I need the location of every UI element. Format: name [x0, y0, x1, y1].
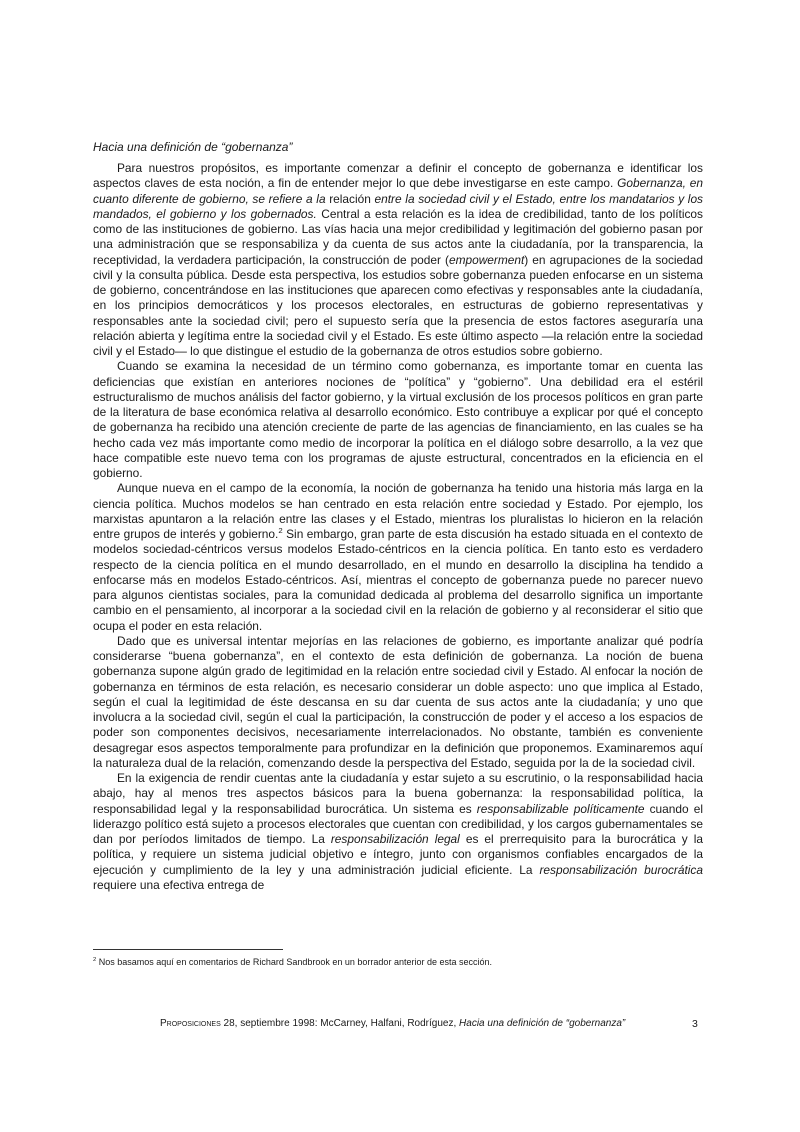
text-run: ) en agrupaciones de la sociedad civil y la consulta pública. Desde esta perspectiva, los estudios sobre gobernanza pueden enfocarse en un sistema de gobierno, concentrándose en las instituciones que aparecen como efectivas y responsables ante la ciudadanía, en los principios democráticos y los procesos electorales, en estructuras de gobierno representativas y responsables ante la sociedad civil; pero el supuesto sería que la presencia de estos factores aseguraría una relación abierta y legítima entre la sociedad civil y el Estado. Es este último aspecto —la relación entre la sociedad civil y el Estado— lo que distingue el estudio de la gobernanza de otros estudios sobre gobierno. [93, 252, 703, 358]
footnote-divider [93, 949, 283, 950]
footnote [93, 956, 703, 968]
paragraph [93, 161, 703, 359]
paragraph [93, 481, 703, 634]
text-run: Sin embargo, gran parte de esta discusión ha estado situada en el contexto de modelos sociedad-céntricos versus modelos Estado-céntricos en la ciencia política. En tanto esto es verdadero respecto de la ciencia política en el mundo desarrollado, en el mundo en desarrollo la disciplina ha tendido a enfocarse más en modelos Estado-céntricos. Así, mientras el concepto de gobernanza puede no parecer nuevo para algunos cientistas sociales, para la comunidad dedicada al problema del desarrollo significa un importante cambio en el pensamiento, al incorporar a la sociedad civil en la relación de gobierno y al reconsiderar el sitio que ocupa el poder en esta relación. [93, 527, 703, 633]
journal-name: Proposiciones [160, 1018, 221, 1029]
footnote-number: 2 [93, 957, 97, 963]
emphasis-text: responsabilización legal [330, 832, 460, 846]
text-run: Para nuestros propósitos, es importante comenzar a definir el concepto de gobernanza e identificar los aspectos claves de esta noción, a fin de entender mejor lo que debe investigarse en este campo. [93, 161, 703, 191]
text-run: Aunque nueva en el campo de la economía, la noción de gobernanza ha tenido una historia más larga en la ciencia política. Muchos modelos se han centrado en esta relación entre sociedad y Estado. Por ejemplo, los marxistas apuntaron a la relación entre las clases y el Estado, mientras los pluralistas lo hicieron en la relación entre grupos de interés y gobierno. [93, 481, 703, 541]
text-run: requiere una efectiva entrega de [93, 877, 265, 892]
article-title: Hacia una definición de “gobernanza” [459, 1018, 626, 1029]
emphasis-text: Gobernanza, en cuanto diferente de gobierno, se refiere a la [93, 176, 703, 206]
emphasis-text: responsabilizable políticamente [476, 801, 645, 816]
text-run: En la exigencia de rendir cuentas ante la ciudadanía y estar sujeto a su escrutinio, o la responsabilidad hacia abajo, hay al menos tres aspectos básicos para la buena gobernanza: la responsabilidad política, la responsabilidad legal y la responsabilidad burocrática. Un sistema es [93, 771, 703, 816]
body-text [93, 140, 703, 893]
paragraph [93, 771, 703, 893]
footnote-text: Nos basamos aquí en comentarios de Richard Sandbrook en un borrador anterior de esta sección. [96, 957, 492, 967]
citation: 28, septiembre 1998: McCarney, Halfani, Rodríguez, [220, 1018, 460, 1029]
paragraph [93, 359, 703, 481]
page-number: 3 [692, 1018, 698, 1030]
text-run: relación [329, 191, 375, 206]
footnote-reference: 2 [278, 526, 283, 536]
paragraph [93, 634, 703, 771]
emphasis-text: empowerment [448, 252, 525, 267]
emphasis-text: entre la sociedad civil y el Estado, entre los mandatarios y los mandados, el gobierno y los gobernados. [93, 191, 703, 221]
emphasis-text: responsabilización burocrática [539, 862, 703, 877]
text-run: Central a esta relación es la idea de credibilidad, tanto de los políticos como de las instituciones de gobierno. Las vías hacia una mejor credibilidad y legitimación del gobierno pasan por una administración que se responsabiliza y da cuenta de sus actos ante la ciudadanía, por la transparencia, la receptividad, la verdadera participación, la construcción de poder ( [93, 206, 703, 267]
text-run: Cuando se examina la necesidad de un término como gobernanza, es importante tomar en cuenta las deficiencias que existían en anteriores nociones de “política” y “gobierno”. Una debilidad era el estéril estructuralismo de muchos análisis del factor gobierno, y la virtual exclusión de los procesos políticos en gran parte de la literatura de base económica relativa al desarrollo económico. Esto contribuye a explicar por qué el concepto de gobernanza ha recibido una atención creciente de parte de las agencias de financiamiento, en las cuales se ha hecho cada vez más importante como medio de incorporar la política en el diálogo sobre desarrollo, a la vez que hace compatible este nuevo tema con los programas de ajuste estructural, concentrados en la eficiencia en el gobierno. [93, 359, 703, 480]
running-footer [160, 1018, 700, 1030]
text-run: cuando el liderazgo político está sujeto a procesos electorales que cuentan con credibilidad, y los cargos gubernamentales se dan por períodos limitados de tiempo. La [93, 801, 703, 846]
section-title: Hacia una definición de “gobernanza” [93, 140, 293, 154]
text-run: es el prerrequisito para la burocrática y la política, y requiere un sistema judicial objetivo e íntegro, junto con organismos confiables encargados de la ejecución y cumplimiento de la ley y una administración judicial eficiente. La [93, 832, 703, 877]
text-run: Dado que es universal intentar mejorías en las relaciones de gobierno, es importante analizar qué podría considerarse “buena gobernanza”, en el contexto de esta definición de gobernanza. La noción de buena gobernanza supone algún grado de legitimidad en la relación entre sociedad civil y Estado. Al enfocar la noción de gobernanza en términos de esta relación, es necesario considerar un doble aspecto: uno que implica al Estado, según el cual la legitimidad de éste descansa en su dar cuenta de sus actos ante la ciudadanía; y uno que involucra a la sociedad civil, según el cual la participación, la construcción de poder y el acceso a los espacios de poder son componentes decisivos, necesariamente interrelacionados. No obstante, también es conveniente desagregar esos aspectos temporalmente para profundizar en la definición que proponemos. Examinaremos aquí la naturaleza dual de la relación, comenzando desde la perspectiva del Estado, seguida por la de la sociedad civil. [93, 633, 703, 770]
